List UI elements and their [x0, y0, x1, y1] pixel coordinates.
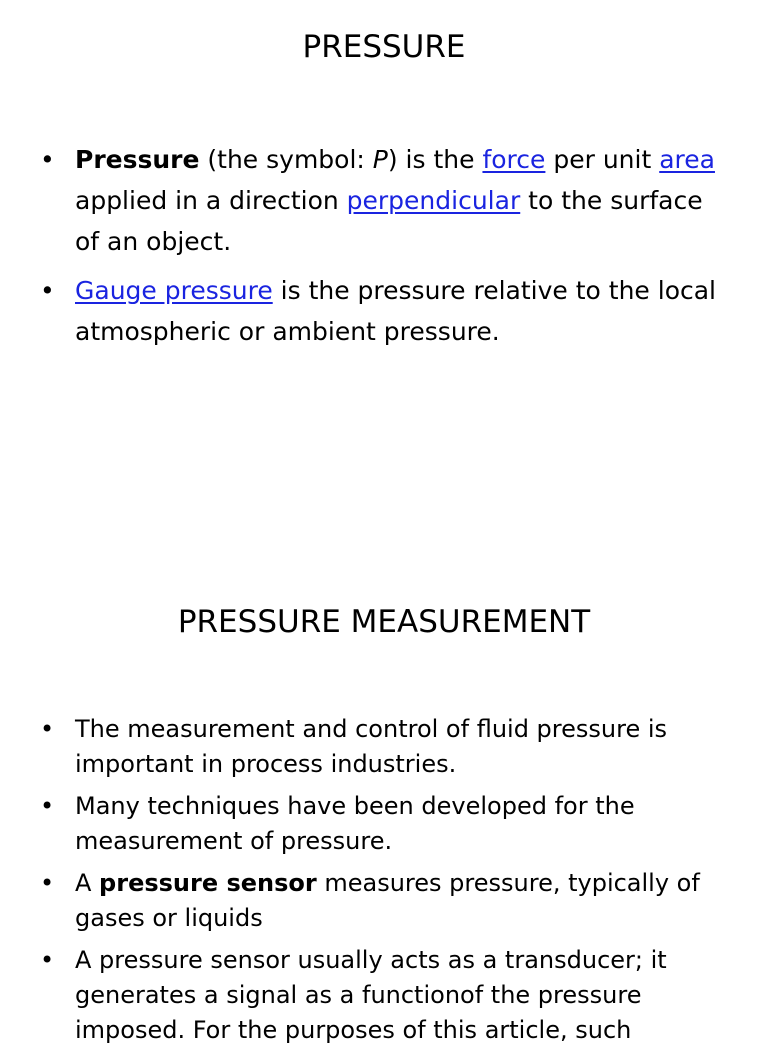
symbol-p: P	[372, 145, 388, 174]
bullet-techniques	[40, 789, 730, 859]
term-pressure-sensor: pressure sensor	[99, 869, 317, 897]
text-segment: measures pressure, typically of gases or liquids	[75, 869, 700, 932]
term-pressure: Pressure	[75, 145, 200, 174]
bullet-dot: •	[40, 792, 55, 820]
link-area[interactable]: area	[659, 145, 715, 174]
bullet-measurement-control	[40, 712, 730, 782]
text-segment: applied in a direction	[75, 186, 347, 215]
bullet-pressure-sensor	[40, 866, 730, 936]
bullet-text: The measurement and control of fluid pressure is important in process industries.	[75, 715, 668, 778]
bullet-text: Many techniques have been developed for the measurement of pressure.	[75, 792, 635, 855]
text-segment: A	[75, 869, 100, 897]
bullet-pressure-definition	[40, 139, 730, 262]
slide-title-pressure: PRESSURE	[302, 29, 466, 65]
bullet-list-pressure	[40, 139, 730, 360]
bullet-dot: •	[40, 946, 55, 974]
bullet-text: A pressure sensor usually acts as a transducer; it generates a signal as a functionof the pressure imposed. For the purposes of this article, such	[75, 946, 667, 1044]
text-segment: is the pressure relative to the local atmospheric or ambient pressure.	[75, 276, 717, 346]
bullet-dot: •	[40, 715, 55, 743]
text-segment: (the symbol:	[199, 145, 373, 174]
bullet-dot: •	[40, 276, 55, 305]
bullet-dot: •	[40, 145, 55, 174]
bullet-dot: •	[40, 869, 55, 897]
bullet-gauge-pressure	[40, 270, 730, 352]
link-perpendicular[interactable]: perpendicular	[346, 186, 521, 215]
bullet-transducer	[40, 943, 730, 1048]
text-segment: per unit	[545, 145, 660, 174]
link-force[interactable]: force	[482, 145, 546, 174]
slide-title-pressure-measurement: PRESSURE MEASUREMENT	[177, 604, 591, 640]
text-segment: ) is the	[387, 145, 483, 174]
bullet-list-measurement	[40, 712, 730, 1055]
link-gauge-pressure[interactable]: Gauge pressure	[75, 276, 273, 305]
text-segment: to the surface of an object.	[75, 186, 703, 256]
